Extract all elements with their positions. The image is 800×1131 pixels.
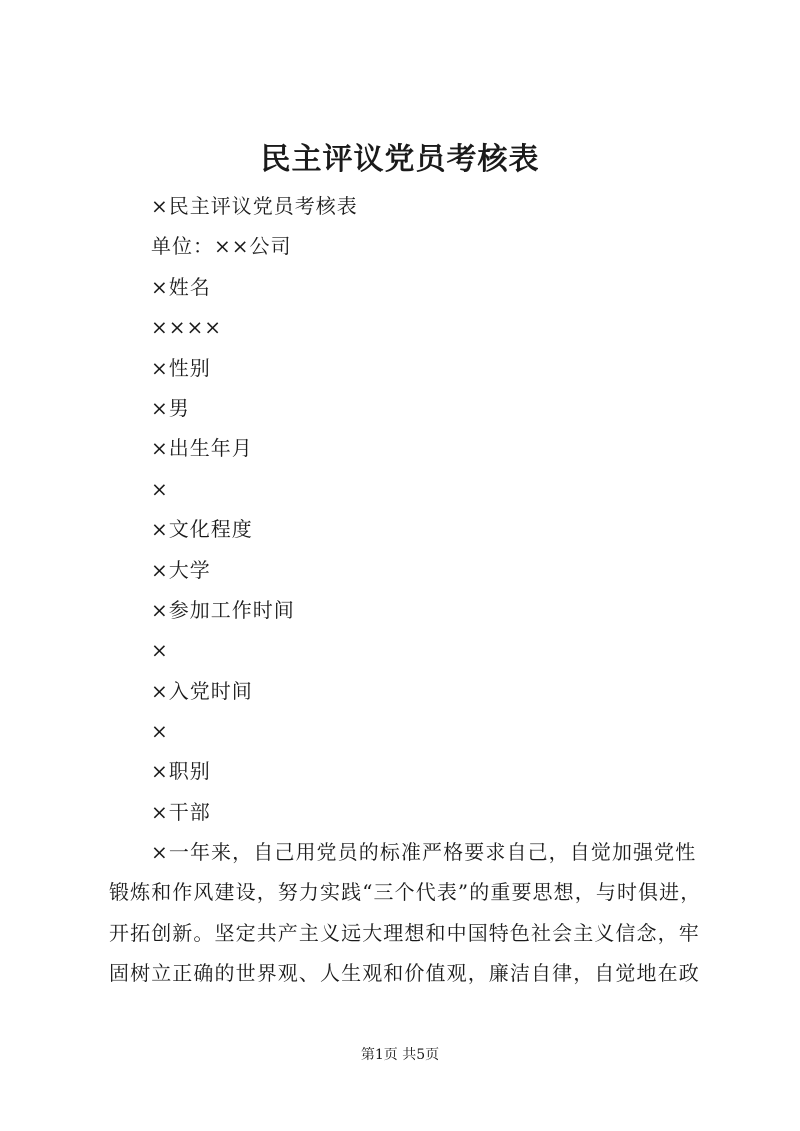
form-line: ×文化程度 — [151, 517, 253, 542]
body-paragraph — [109, 832, 709, 994]
form-line: ×出生年月 — [151, 436, 253, 461]
form-line: × — [151, 719, 169, 744]
paragraph-line: 开拓创新。坚定共产主义远大理想和中国特色社会主义信念，牢 — [109, 920, 700, 945]
form-line: ×性别 — [151, 355, 211, 380]
form-line: ×干部 — [151, 799, 211, 824]
form-line: ×入党时间 — [151, 678, 253, 703]
page-footer: 第1页 共5页 — [360, 1047, 440, 1063]
form-line: ×姓名 — [151, 274, 211, 299]
paragraph-line: 固树立正确的世界观、人生观和价值观，廉洁自律，自觉地在政 — [109, 961, 700, 986]
form-line: × — [151, 638, 169, 663]
form-field-list — [109, 186, 709, 832]
paragraph-line: ×一年来，自己用党员的标准严格要求自己，自觉加强党性 — [151, 840, 697, 864]
form-line: ×××× — [151, 315, 223, 340]
form-line: ×男 — [151, 395, 190, 420]
form-line: ×参加工作时间 — [151, 597, 295, 622]
form-line: 单位：××公司 — [151, 234, 292, 259]
form-line: × — [151, 476, 169, 501]
form-line: ×民主评议党员考核表 — [151, 194, 358, 218]
paragraph-line: 锻炼和作风建设，努力实践“三个代表”的重要思想，与时俱进， — [109, 880, 702, 905]
document-title: 民主评议党员考核表 — [260, 142, 540, 177]
form-line: ×职别 — [151, 759, 211, 784]
form-line: ×大学 — [151, 557, 211, 582]
